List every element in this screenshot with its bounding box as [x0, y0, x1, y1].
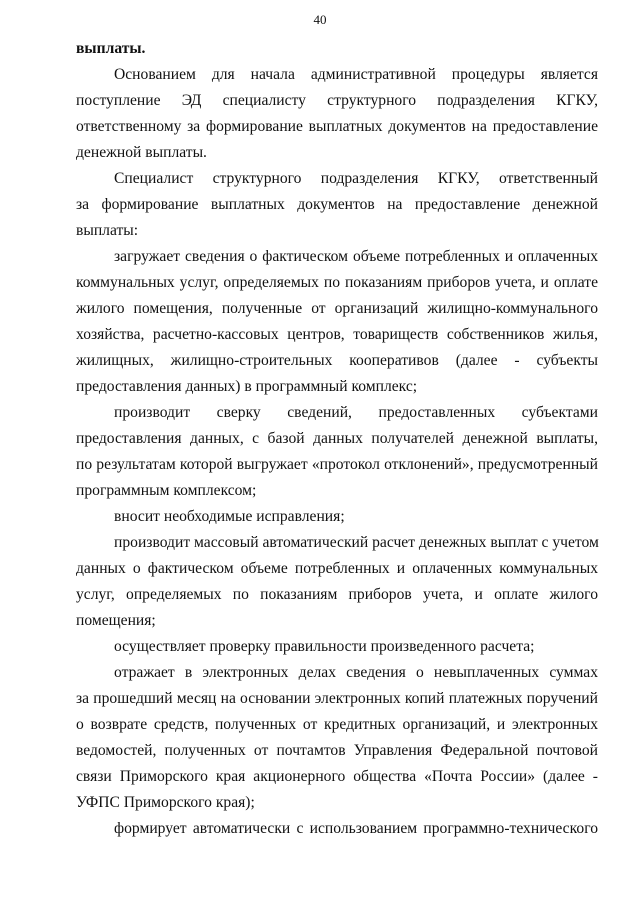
text-line: за формирование выплатных документов на предоставление денежной [76, 196, 598, 213]
text-line: производит сверку сведений, предоставленных субъектами [114, 404, 598, 421]
text-line: о возврате средств, полученных от кредитных организаций, и электронных [76, 716, 598, 733]
text-line: ведомостей, полученных от почтамтов Управления Федеральной почтовой [76, 742, 598, 759]
text-line: ответственному за формирование выплатных документов на предоставление [76, 118, 598, 135]
text-line: связи Приморского края акционерного общества «Почта России» (далее - [76, 768, 598, 785]
text-line: программным комплексом; [76, 482, 257, 499]
text-line: выплаты. [76, 40, 146, 57]
text-line: услуг, определяемых по показаниям приборов учета, и оплате жилого [76, 586, 598, 603]
text-line: вносит необходимые исправления; [114, 508, 345, 525]
text-line: предоставления данных, с базой данных получателей денежной выплаты, [76, 430, 598, 447]
text-line: предоставления данных) в программный комплекс; [76, 378, 418, 395]
text-line: хозяйства, расчетно-кассовых центров, товариществ собственников жилья, [76, 326, 598, 343]
text-line: по результатам которой выгружает «протокол отклонений», предусмотренный [76, 456, 598, 473]
text-line: жилищных, жилищно-строительных кооперативов (далее - субъекты [76, 352, 598, 369]
text-line: поступление ЭД специалисту структурного подразделения КГКУ, [76, 92, 598, 109]
text-line: отражает в электронных делах сведения о невыплаченных суммах [114, 664, 598, 681]
text-line: денежной выплаты. [76, 144, 207, 161]
text-line: Основанием для начала административной процедуры является [114, 66, 598, 83]
text-line: формирует автоматически с использованием программно-технического [114, 820, 598, 837]
text-line: жилого помещения, полученные от организаций жилищно-коммунального [76, 300, 598, 317]
page-body [76, 36, 598, 842]
text-line: данных о фактическом объеме потребленных и оплаченных коммунальных [76, 560, 598, 577]
text-line: загружает сведения о фактическом объеме потребленных и оплаченных [114, 248, 598, 265]
text-line: УФПС Приморского края); [76, 794, 255, 811]
text-line: помещения; [76, 612, 156, 629]
text-line: выплаты: [76, 222, 139, 239]
text-line: Специалист структурного подразделения КГКУ, ответственный [114, 170, 598, 187]
text-line: производит массовый автоматический расчет денежных выплат с учетом [114, 534, 599, 551]
text-line: осуществляет проверку правильности произведенного расчета; [114, 638, 535, 655]
page-number: 40 [313, 12, 327, 27]
text-line: коммунальных услуг, определяемых по показаниям приборов учета, и оплате [76, 274, 598, 291]
text-line: за прошедший месяц на основании электронных копий платежных поручений [76, 690, 598, 707]
